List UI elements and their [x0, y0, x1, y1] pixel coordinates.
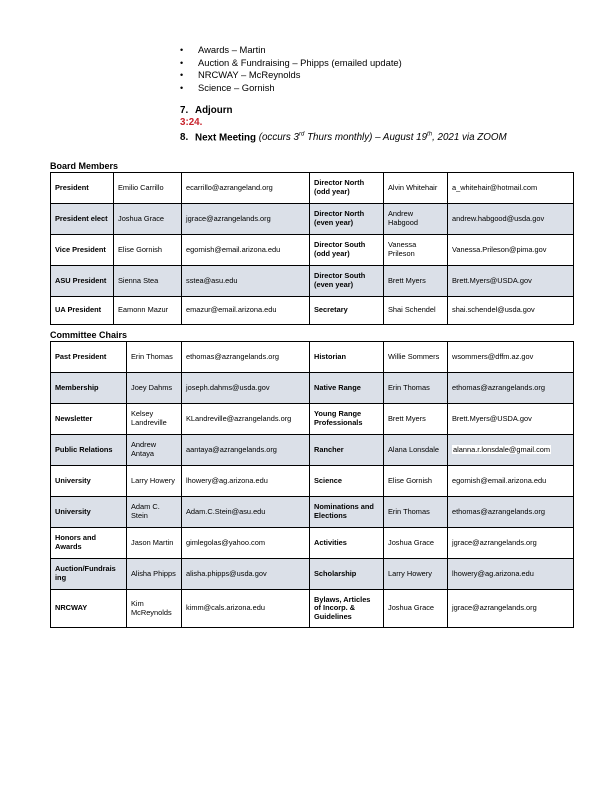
table-cell-name: Erin Thomas	[127, 342, 182, 373]
table-row	[51, 235, 574, 266]
table-cell-name: Joshua Grace	[384, 528, 448, 559]
table-row	[51, 590, 574, 628]
table-cell-role: Nominations and Elections	[310, 497, 384, 528]
table-cell-role: Native Range	[310, 373, 384, 404]
table-cell-role: Scholarship	[310, 559, 384, 590]
table-cell-role: Director North (even year)	[310, 204, 384, 235]
table-cell-role: Newsletter	[51, 404, 127, 435]
table-cell-role: Rancher	[310, 435, 384, 466]
table-cell-name: Erin Thomas	[384, 373, 448, 404]
ordinal-suffix: th	[427, 132, 433, 138]
table-cell-role: President	[51, 173, 114, 204]
table-row	[51, 204, 574, 235]
table-cell-role: Director South (odd year)	[310, 235, 384, 266]
table-cell-email: Vanessa.Prileson@pima.gov	[448, 235, 574, 266]
table-cell-email: shai.schendel@usda.gov	[448, 297, 574, 325]
table-cell-name: Alana Lonsdale	[384, 435, 448, 466]
table-cell-name: Kelsey Landreville	[127, 404, 182, 435]
table-row	[51, 497, 574, 528]
table-row	[51, 342, 574, 373]
agenda-bullet-item: • Science – Gornish	[180, 82, 402, 95]
table-cell-role: Science	[310, 466, 384, 497]
table-cell-name: Andrew Antaya	[127, 435, 182, 466]
table-cell-name: Alisha Phipps	[127, 559, 182, 590]
table-row	[51, 373, 574, 404]
table-cell-name: Erin Thomas	[384, 497, 448, 528]
table-cell-role: University	[51, 466, 127, 497]
table-cell-email	[448, 435, 574, 466]
table-cell-role: Director South (even year)	[310, 266, 384, 297]
table-cell-name: Joshua Grace	[384, 590, 448, 628]
table-cell-name: Andrew Habgood	[384, 204, 448, 235]
table-cell-email: Adam.C.Stein@asu.edu	[182, 497, 310, 528]
table-cell-role: ASU President	[51, 266, 114, 297]
table-cell-name: Emilio Carrillo	[114, 173, 182, 204]
table-cell-name: Brett Myers	[384, 266, 448, 297]
table-cell-name: Kim McReynolds	[127, 590, 182, 628]
table-cell-role: Director North (odd year)	[310, 173, 384, 204]
table-cell-name: Shai Schendel	[384, 297, 448, 325]
table-row	[51, 435, 574, 466]
agenda-bullet-list	[180, 44, 402, 94]
agenda-item-next-meeting	[180, 129, 507, 144]
committee-chairs-title: Committee Chairs	[50, 330, 128, 340]
table-cell-name: Sienna Stea	[114, 266, 182, 297]
table-cell-name: Joey Dahms	[127, 373, 182, 404]
table-cell-email: jgrace@azrangelands.org	[448, 528, 574, 559]
table-cell-email: egornish@email.arizona.edu	[182, 235, 310, 266]
table-cell-email: ecarrillo@azrangeland.org	[182, 173, 310, 204]
agenda-bullet-item: • NRCWAY – McReynolds	[180, 69, 402, 82]
table-row	[51, 266, 574, 297]
highlighted-email: alanna.r.lonsdale@gmail.com	[453, 444, 551, 454]
table-row	[51, 559, 574, 590]
table-cell-role: Honors and Awards	[51, 528, 127, 559]
table-cell-role: NRCWAY	[51, 590, 127, 628]
meeting-schedule-text: Thurs monthly) – August 19	[304, 132, 428, 144]
agenda-bullet-item: • Auction & Fundraising – Phipps (emailed update)	[180, 57, 402, 70]
table-cell-name: Vanessa Prileson	[384, 235, 448, 266]
table-cell-name: Joshua Grace	[114, 204, 182, 235]
table-cell-role: Historian	[310, 342, 384, 373]
table-cell-email: emazur@email.arizona.edu	[182, 297, 310, 325]
table-cell-name: Eamonn Mazur	[114, 297, 182, 325]
table-row	[51, 297, 574, 325]
agenda-item-number: 8.	[180, 132, 189, 144]
table-cell-email: KLandreville@azrangelands.org	[182, 404, 310, 435]
table-cell-email: a_whitehair@hotmail.com	[448, 173, 574, 204]
table-cell-email: ethomas@azrangelands.org	[448, 373, 574, 404]
table-cell-email: andrew.habgood@usda.gov	[448, 204, 574, 235]
table-cell-email: ethomas@azrangelands.org	[448, 497, 574, 528]
table-cell-email: wsommers@dffm.az.gov	[448, 342, 574, 373]
agenda-item-label: Adjourn	[195, 105, 233, 116]
meeting-schedule-text: (occurs 3	[258, 132, 299, 144]
board-members-title: Board Members	[50, 161, 119, 171]
ordinal-suffix: rd	[299, 132, 305, 138]
table-cell-name: Adam C. Stein	[127, 497, 182, 528]
table-cell-role: Bylaws, Articles of Incorp. & Guidelines	[310, 590, 384, 628]
table-cell-name: Elise Gornish	[384, 466, 448, 497]
table-cell-email: ethomas@azrangelands.org	[182, 342, 310, 373]
table-cell-role: Past President	[51, 342, 127, 373]
table-cell-email: jgrace@azrangelands.org	[182, 204, 310, 235]
table-cell-name: Elise Gornish	[114, 235, 182, 266]
table-cell-email: aantaya@azrangelands.org	[182, 435, 310, 466]
table-row	[51, 528, 574, 559]
table-row	[51, 466, 574, 497]
table-cell-email: lhowery@ag.arizona.edu	[448, 559, 574, 590]
adjourn-time: 3:24.	[180, 117, 203, 128]
table-cell-email: gimlegolas@yahoo.com	[182, 528, 310, 559]
table-cell-name: Brett Myers	[384, 404, 448, 435]
table-row	[51, 404, 574, 435]
table-cell-role: Young Range Professionals	[310, 404, 384, 435]
table-cell-email: Brett.Myers@USDA.gov	[448, 404, 574, 435]
table-cell-role: Auction/Fundrais ing	[51, 559, 127, 590]
table-cell-role: University	[51, 497, 127, 528]
table-cell-email: kimm@cals.arizona.edu	[182, 590, 310, 628]
committee-chairs-table	[50, 341, 574, 628]
table-cell-role: Vice President	[51, 235, 114, 266]
table-cell-name: Larry Howery	[384, 559, 448, 590]
table-cell-name: Alvin Whitehair	[384, 173, 448, 204]
table-cell-role: Activities	[310, 528, 384, 559]
table-cell-email: egornish@email.arizona.edu	[448, 466, 574, 497]
agenda-bullet-item: • Awards – Martin	[180, 44, 402, 57]
table-cell-role: UA President	[51, 297, 114, 325]
table-row	[51, 173, 574, 204]
table-cell-role: Public Relations	[51, 435, 127, 466]
table-cell-email: joseph.dahms@usda.gov	[182, 373, 310, 404]
agenda-item-adjourn	[180, 105, 233, 117]
table-cell-email: Brett.Myers@USDA.gov	[448, 266, 574, 297]
table-cell-role: Secretary	[310, 297, 384, 325]
table-cell-email: sstea@asu.edu	[182, 266, 310, 297]
table-cell-email: lhowery@ag.arizona.edu	[182, 466, 310, 497]
meeting-schedule-text: , 2021 via ZOOM	[432, 132, 507, 144]
table-cell-role: President elect	[51, 204, 114, 235]
table-cell-role: Membership	[51, 373, 127, 404]
table-cell-name: Jason Martin	[127, 528, 182, 559]
table-cell-name: Willie Sommers	[384, 342, 448, 373]
table-cell-name: Larry Howery	[127, 466, 182, 497]
agenda-item-label: Next Meeting	[195, 132, 256, 144]
board-members-table	[50, 172, 574, 325]
table-cell-email: alisha.phipps@usda.gov	[182, 559, 310, 590]
table-cell-email: jgrace@azrangelands.org	[448, 590, 574, 628]
agenda-item-number: 7.	[180, 105, 189, 116]
